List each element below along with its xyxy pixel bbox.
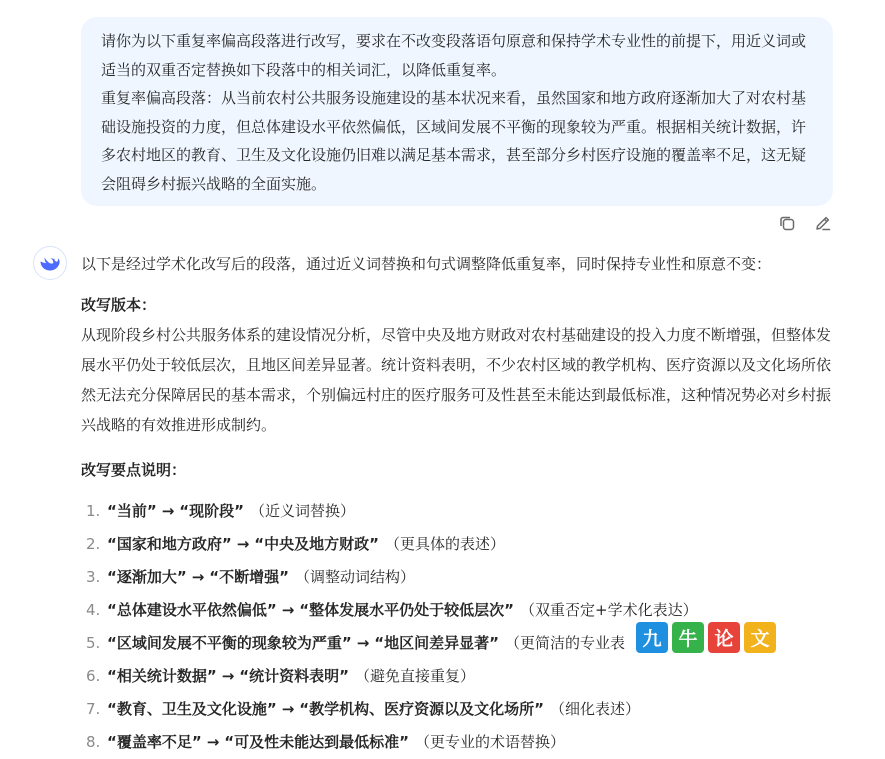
assistant-avatar xyxy=(33,246,67,280)
arrow-icon: → xyxy=(356,634,370,652)
arrow-icon: → xyxy=(191,568,205,586)
original-term: “逐渐加大” xyxy=(107,568,187,586)
user-message-bubble xyxy=(81,17,833,206)
arrow-icon: → xyxy=(236,535,250,553)
list-number: 3. xyxy=(86,568,101,586)
list-number: 6. xyxy=(86,667,101,685)
arrow-icon: → xyxy=(161,502,175,520)
replacement-term: “不断增强” xyxy=(209,568,290,586)
list-number: 4. xyxy=(86,601,101,619)
arrow-icon: → xyxy=(206,733,220,751)
point-note: （双重否定+学术化表达） xyxy=(520,601,698,619)
edit-icon xyxy=(814,214,832,232)
whale-logo-icon xyxy=(38,251,62,275)
edit-button[interactable] xyxy=(812,212,834,234)
list-number: 1. xyxy=(86,502,101,520)
replacement-term: “中央及地方财政” xyxy=(254,535,380,553)
list-item xyxy=(81,693,836,726)
list-number: 2. xyxy=(86,535,101,553)
user-request-text: 请你为以下重复率偏高段落进行改写，要求在不改变段落语句原意和保持学术专业性的前提下，用近义词或适当的双重否定替换如下段落中的相关词汇，以降低重复率。 xyxy=(101,32,807,79)
rewritten-paragraph: 从现阶段乡村公共服务体系的建设情况分析，尽管中央及地方财政对农村基础建设的投入力度不断增强，但整体发展水平仍处于较低层次，且地区间差异显著。统计资料表明，不少农村区域的教学机构、医疗资源以及文化场所依然无法充分保障居民的基本需求，个别偏远村庄的医疗服务可及性甚至未能达到最低标准，这种情况势必对乡村振兴战略的有效推进形成制约。 xyxy=(81,326,832,434)
message-actions xyxy=(776,212,834,234)
point-note: （更专业的术语替换） xyxy=(415,733,566,751)
point-note: （避免直接重复） xyxy=(355,667,476,685)
original-term: “相关统计数据” xyxy=(107,667,217,685)
user-paragraph-text: 重复率偏高段落：从当前农村公共服务设施建设的基本状况来看，虽然国家和地方政府逐渐加大了对农村基础设施投资的力度，但总体建设水平依然偏低，区域间发展不平衡的现象较为严重。根据相关统计数据，许多农村地区的教育、卫生及文化设施仍旧难以满足基本需求，甚至部分乡村医疗设施的覆盖率不足，这无疑会阻碍乡村振兴战略的全面实施。 xyxy=(101,89,807,193)
watermark-char: 牛 xyxy=(672,622,704,653)
replacement-term: “教学机构、医疗资源以及文化场所” xyxy=(299,700,545,718)
point-note: （细化表述） xyxy=(550,700,641,718)
assistant-answer xyxy=(81,249,836,759)
list-number: 8. xyxy=(86,733,101,751)
list-item xyxy=(81,660,836,693)
list-item xyxy=(81,495,836,528)
list-number: 7. xyxy=(86,700,101,718)
list-item xyxy=(81,528,836,561)
point-note: （更具体的表述） xyxy=(385,535,506,553)
arrow-icon: → xyxy=(281,601,295,619)
point-note: （近义词替换） xyxy=(250,502,356,520)
replacement-term: “可及性未能达到最低标准” xyxy=(224,733,410,751)
original-term: “区域间发展不平衡的现象较为严重” xyxy=(107,634,352,652)
replacement-term: “整体发展水平仍处于较低层次” xyxy=(299,601,515,619)
list-item xyxy=(81,726,836,759)
list-item xyxy=(81,561,836,594)
answer-intro: 以下是经过学术化改写后的段落，通过近义词替换和句式调整降低重复率，同时保持专业性和原意不变： xyxy=(81,255,772,273)
watermark-logo xyxy=(636,622,776,653)
original-term: “国家和地方政府” xyxy=(107,535,232,553)
replacement-term: “现阶段” xyxy=(179,502,245,520)
point-note: （调整动词结构） xyxy=(295,568,416,586)
list-number: 5. xyxy=(86,634,101,652)
replacement-term: “统计资料表明” xyxy=(239,667,350,685)
points-title: 改写要点说明： xyxy=(81,461,187,479)
original-term: “教育、卫生及文化设施” xyxy=(107,700,277,718)
original-term: “总体建设水平依然偏低” xyxy=(107,601,277,619)
watermark-char: 文 xyxy=(744,622,776,653)
version-title: 改写版本： xyxy=(81,296,157,314)
watermark-char: 论 xyxy=(708,622,740,653)
watermark-char: 九 xyxy=(636,622,668,653)
arrow-icon: → xyxy=(221,667,235,685)
replacement-term: “地区间差异显著” xyxy=(374,634,500,652)
original-term: “覆盖率不足” xyxy=(107,733,202,751)
copy-icon xyxy=(778,214,796,232)
arrow-icon: → xyxy=(281,700,295,718)
point-note: （更简洁的专业表 xyxy=(505,634,626,652)
copy-button[interactable] xyxy=(776,212,798,234)
original-term: “当前” xyxy=(107,502,157,520)
